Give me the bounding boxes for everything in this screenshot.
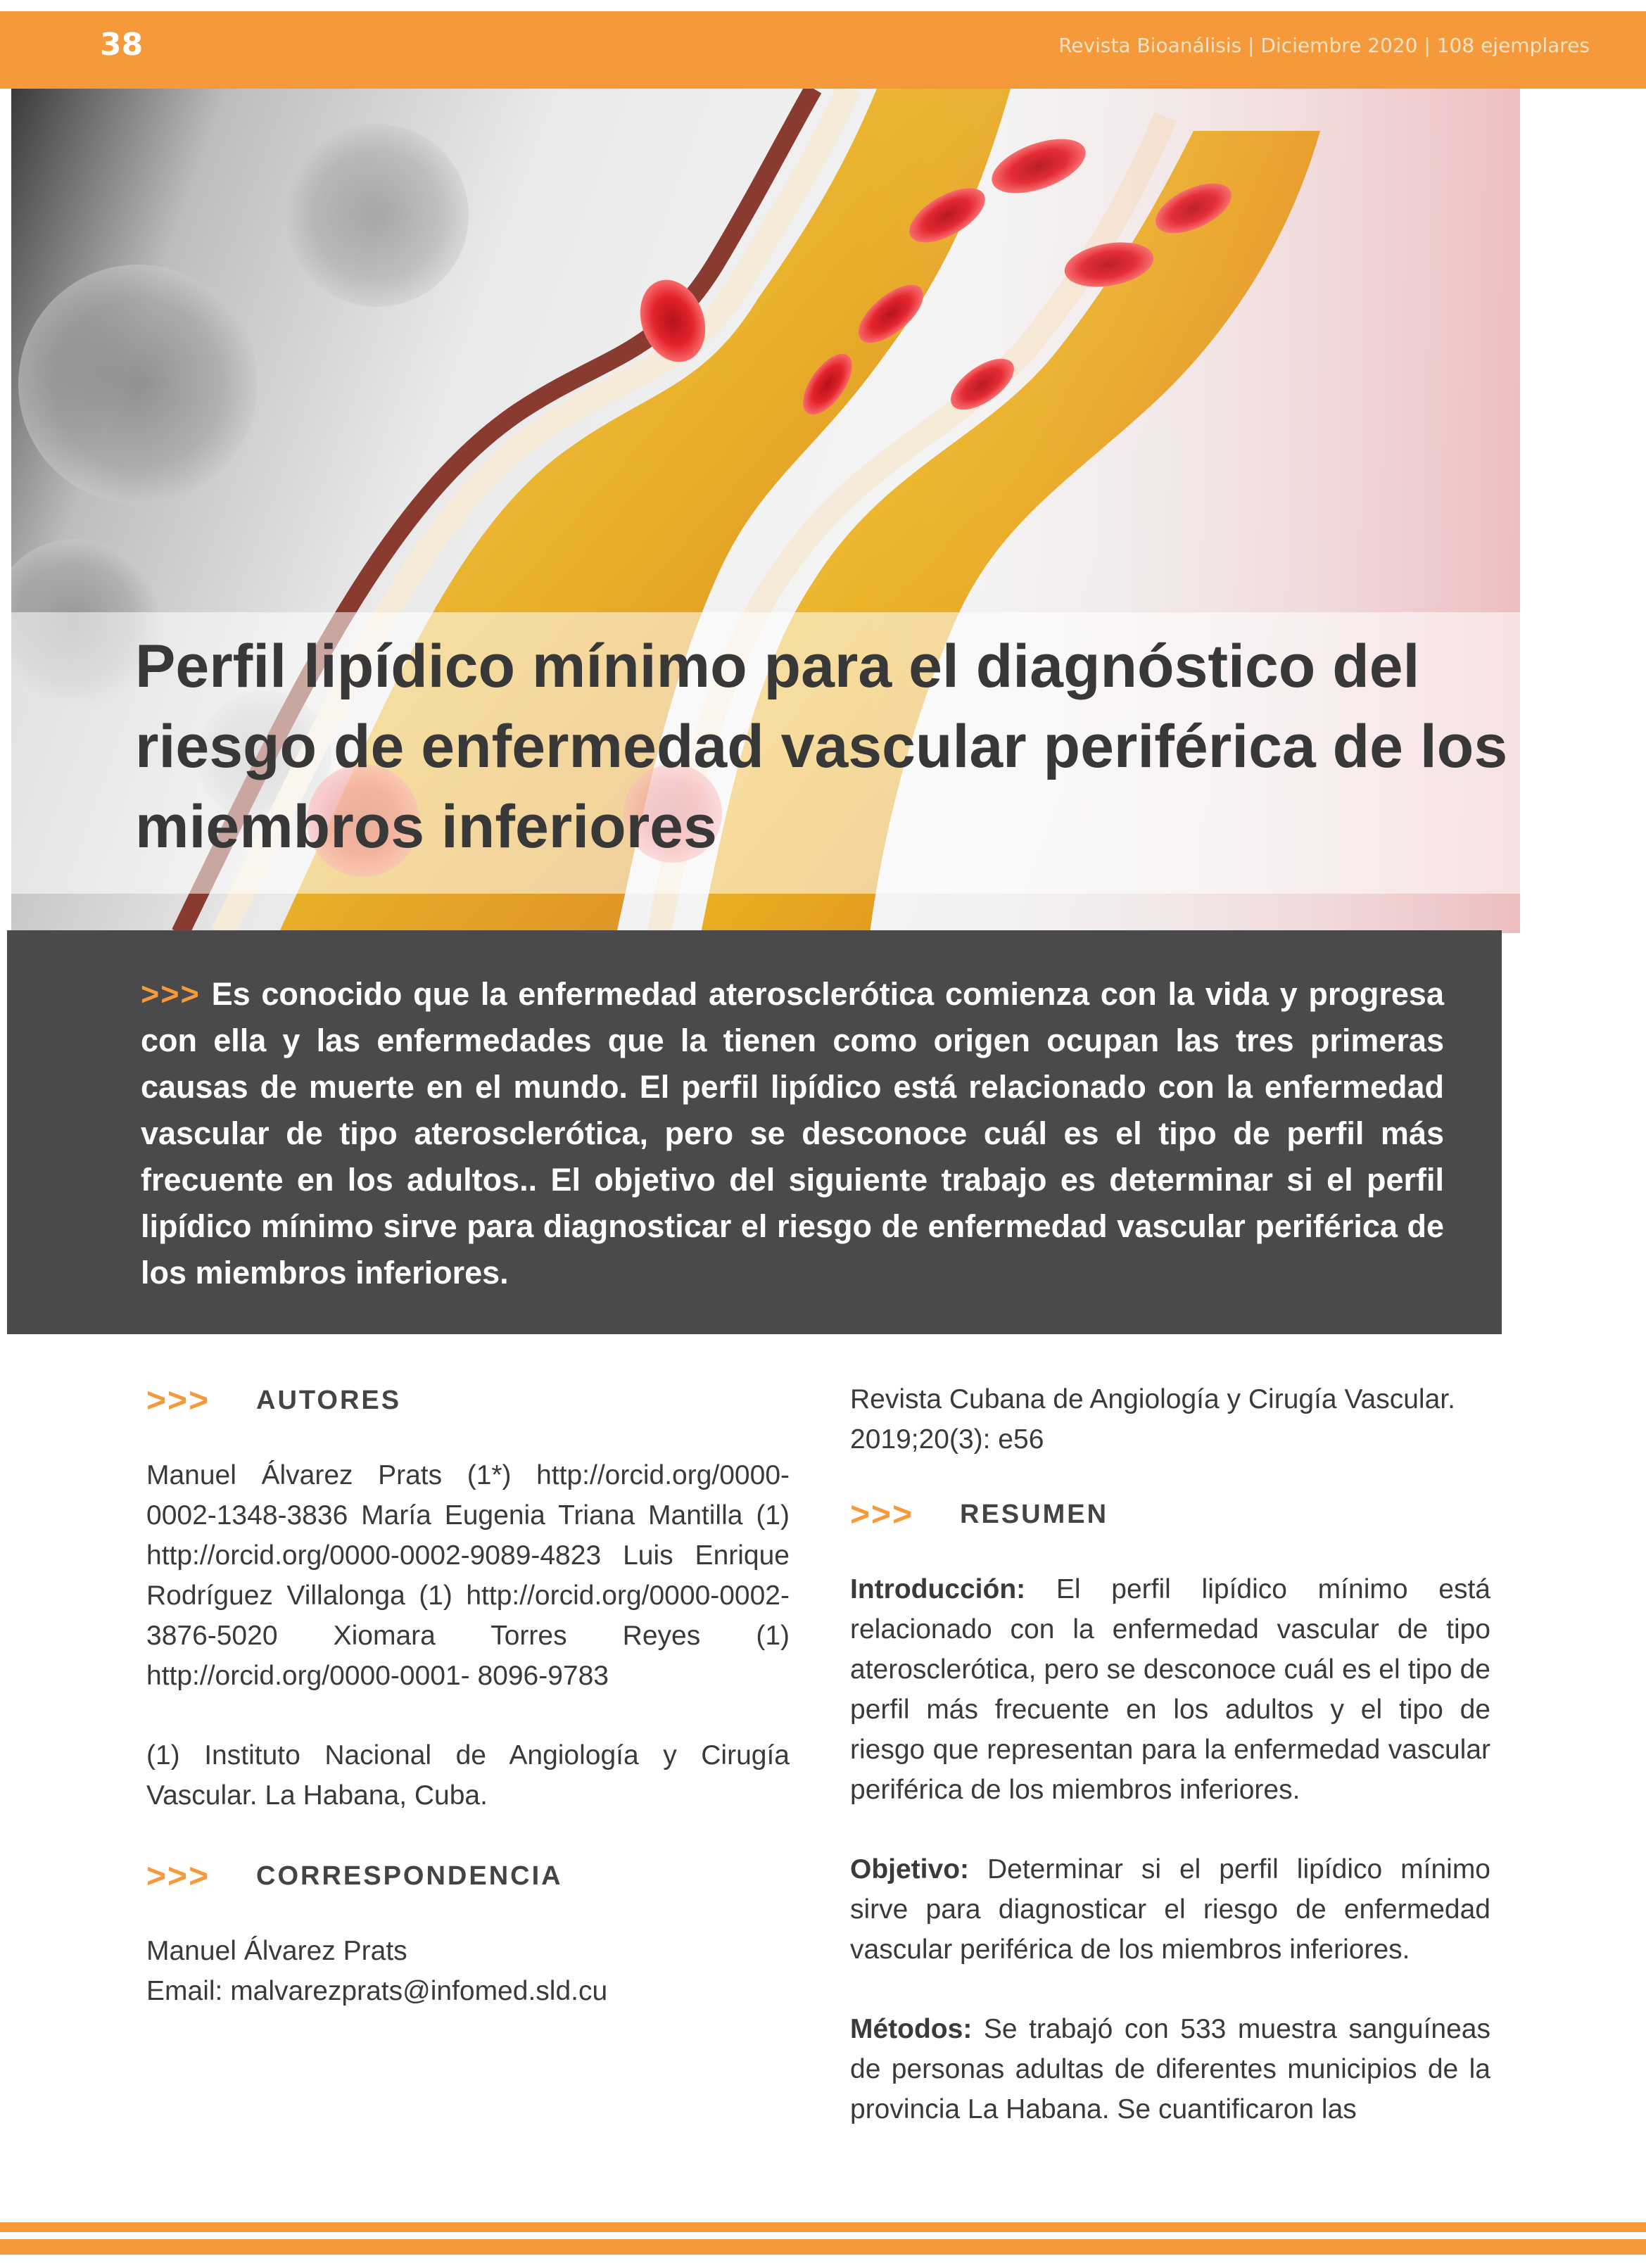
methods-label: Métodos: bbox=[850, 2014, 973, 2044]
page-number: 38 bbox=[100, 27, 144, 63]
left-column bbox=[146, 1379, 790, 2011]
correspondence-email: Email: malvarezprats@infomed.sld.cu bbox=[146, 1976, 608, 2006]
header-bar bbox=[0, 11, 1646, 89]
methods-paragraph bbox=[850, 2009, 1490, 2129]
abstract-text bbox=[141, 971, 1444, 1296]
introduction-label: Introducción: bbox=[850, 1574, 1026, 1604]
objective-text: Determinar si el perfil lipídico mínimo sirve para diagnosticar el riesgo de enfermedad vascular periférica de los miembros inferiores. bbox=[850, 1854, 1490, 1965]
chevron-icon: >>> bbox=[141, 976, 201, 1012]
objective-label: Objetivo: bbox=[850, 1854, 970, 1884]
chevron-icon: >>> bbox=[850, 1495, 914, 1533]
introduction-text: El perfil lipídico mínimo está relacionado con la enfermedad vascular de tipo aterosclerótica, pero se desconoce cuál es el tipo de perfil más frecuente en los adultos y el tipo de riesgo que representan para la enfermedad vascular periférica de los miembros inferiores. bbox=[850, 1574, 1490, 1805]
authors-list: Manuel Álvarez Prats (1*) http://orcid.org/0000-0002-1348-3836 María Eugenia Triana Mantilla (1) http://orcid.org/0000-0002-9089-4823 Luis Enrique Rodríguez Villalonga (1) http://orcid.org/0000-0002-3876-5020 Xiomara Torres Reyes (1) http://orcid.org/0000-0001- 8096-9783 bbox=[146, 1460, 790, 1691]
authors-label: AUTORES bbox=[256, 1385, 402, 1415]
correspondence-name: Manuel Álvarez Prats bbox=[146, 1936, 407, 1966]
citation: Revista Cubana de Angiología y Cirugía Vascular. 2019;20(3): e56 bbox=[850, 1384, 1455, 1455]
authors-heading bbox=[146, 1379, 790, 1421]
footer-rule-bottom bbox=[0, 2239, 1646, 2255]
introduction-paragraph bbox=[850, 1569, 1490, 1810]
article-title: Perfil lipídico mínimo para el diagnóstico del riesgo de enfermedad vascular periférica de los miembros inferiores bbox=[135, 633, 1508, 861]
chevron-icon: >>> bbox=[146, 1857, 210, 1895]
affiliation: (1) Instituto Nacional de Angiología y Cirugía Vascular. La Habana, Cuba. bbox=[146, 1740, 790, 1811]
correspondence-heading bbox=[146, 1855, 790, 1897]
resumen-heading bbox=[850, 1493, 1490, 1535]
right-column bbox=[850, 1379, 1490, 2129]
footer-rule-top bbox=[0, 2222, 1646, 2232]
objective-paragraph bbox=[850, 1849, 1490, 1970]
abstract-body: Es conocido que la enfermedad aterosclerótica comienza con la vida y progresa con ella y las enfermedades que la tienen como origen ocupan las tres primeras causas de muerte en el mundo. El perfil lipídico está relacionado con la enfermedad vascular de tipo aterosclerótica, pero se desconoce cuál es el tipo de perfil más frecuente en los adultos.. El objetivo del siguiente trabajo es determinar si el perfil lipídico mínimo sirve para diagnosticar el riesgo de enfermedad vascular periférica de los miembros inferiores. bbox=[141, 976, 1444, 1291]
methods-text: Se trabajó con 533 muestra sanguíneas de personas adultas de diferentes municipios de la provincia La Habana. Se cuantificaron las bbox=[850, 2014, 1490, 2124]
correspondence-label: CORRESPONDENCIA bbox=[256, 1861, 563, 1891]
resumen-label: RESUMEN bbox=[960, 1499, 1109, 1529]
chevron-icon: >>> bbox=[146, 1381, 210, 1419]
journal-masthead: Revista Bioanálisis | Diciembre 2020 | 108 ejemplares bbox=[1058, 34, 1590, 57]
